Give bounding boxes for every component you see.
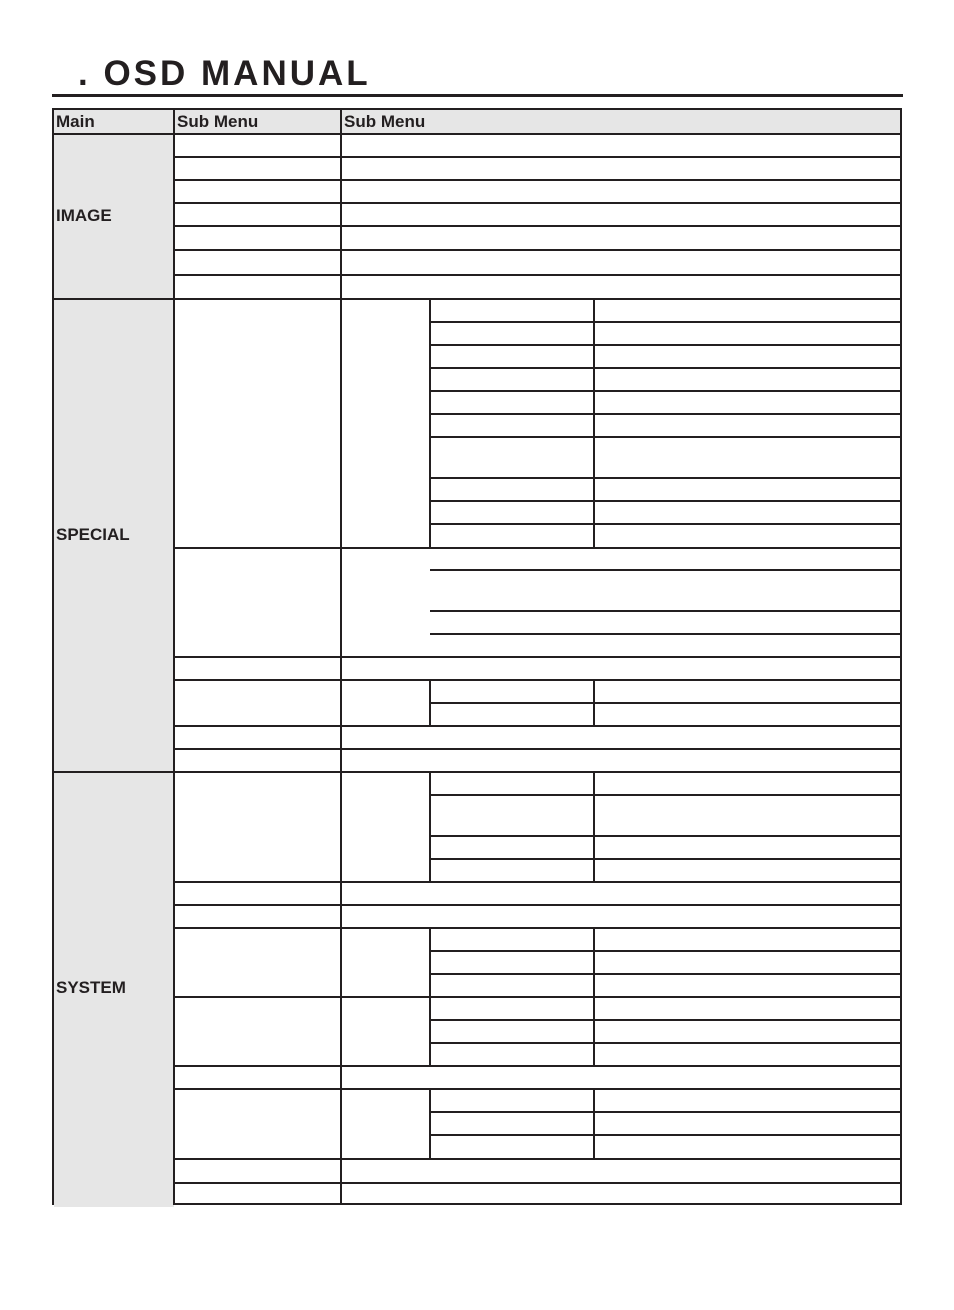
main-item-image: IMAGE — [56, 206, 112, 225]
row-divider — [430, 702, 900, 704]
column-divider — [593, 772, 595, 883]
row-divider — [174, 1158, 900, 1160]
row-divider — [174, 927, 900, 929]
row-divider — [174, 1182, 900, 1184]
row-divider — [430, 500, 900, 502]
row-divider — [430, 1042, 900, 1044]
row-divider — [174, 156, 900, 158]
row-divider — [174, 679, 900, 681]
row-divider — [174, 748, 900, 750]
column-divider — [429, 298, 431, 548]
row-divider — [430, 633, 900, 635]
row-divider — [430, 858, 900, 860]
row-divider — [174, 179, 900, 181]
row-divider — [430, 1019, 900, 1021]
row-divider — [174, 996, 900, 998]
row-divider — [430, 835, 900, 837]
header-sub-menu-2: Sub Menu — [344, 112, 426, 131]
section-divider — [54, 771, 900, 773]
section-divider — [54, 298, 900, 300]
title-divider — [52, 94, 903, 97]
row-divider — [174, 904, 900, 906]
main-item-system: SYSTEM — [56, 978, 126, 997]
column-divider — [429, 1089, 431, 1160]
row-divider — [430, 477, 900, 479]
osd-menu-table — [52, 108, 902, 1205]
row-divider — [430, 344, 900, 346]
header-main: Main — [56, 112, 95, 131]
header-sub-menu-1: Sub Menu — [177, 112, 259, 131]
row-divider — [430, 523, 900, 525]
column-divider — [593, 1089, 595, 1160]
row-divider — [174, 1088, 900, 1090]
row-divider — [430, 610, 900, 612]
row-divider — [430, 950, 900, 952]
row-divider — [174, 274, 900, 276]
row-divider — [430, 1134, 900, 1136]
column-divider — [429, 772, 431, 883]
row-divider — [430, 794, 900, 796]
row-divider — [430, 436, 900, 438]
row-divider — [174, 547, 900, 549]
row-divider — [174, 1065, 900, 1067]
row-divider — [430, 1111, 900, 1113]
row-divider — [174, 881, 900, 883]
row-divider — [174, 225, 900, 227]
page-title: . OSD MANUAL — [78, 54, 371, 93]
row-divider — [430, 413, 900, 415]
row-divider — [174, 725, 900, 727]
row-divider — [54, 133, 900, 135]
row-divider — [430, 973, 900, 975]
row-divider — [174, 656, 900, 658]
column-divider — [593, 298, 595, 548]
row-divider — [174, 202, 900, 204]
row-divider — [430, 569, 900, 571]
row-divider — [430, 367, 900, 369]
row-divider — [430, 390, 900, 392]
row-divider — [174, 249, 900, 251]
main-item-special: SPECIAL — [56, 525, 130, 544]
row-divider — [430, 321, 900, 323]
